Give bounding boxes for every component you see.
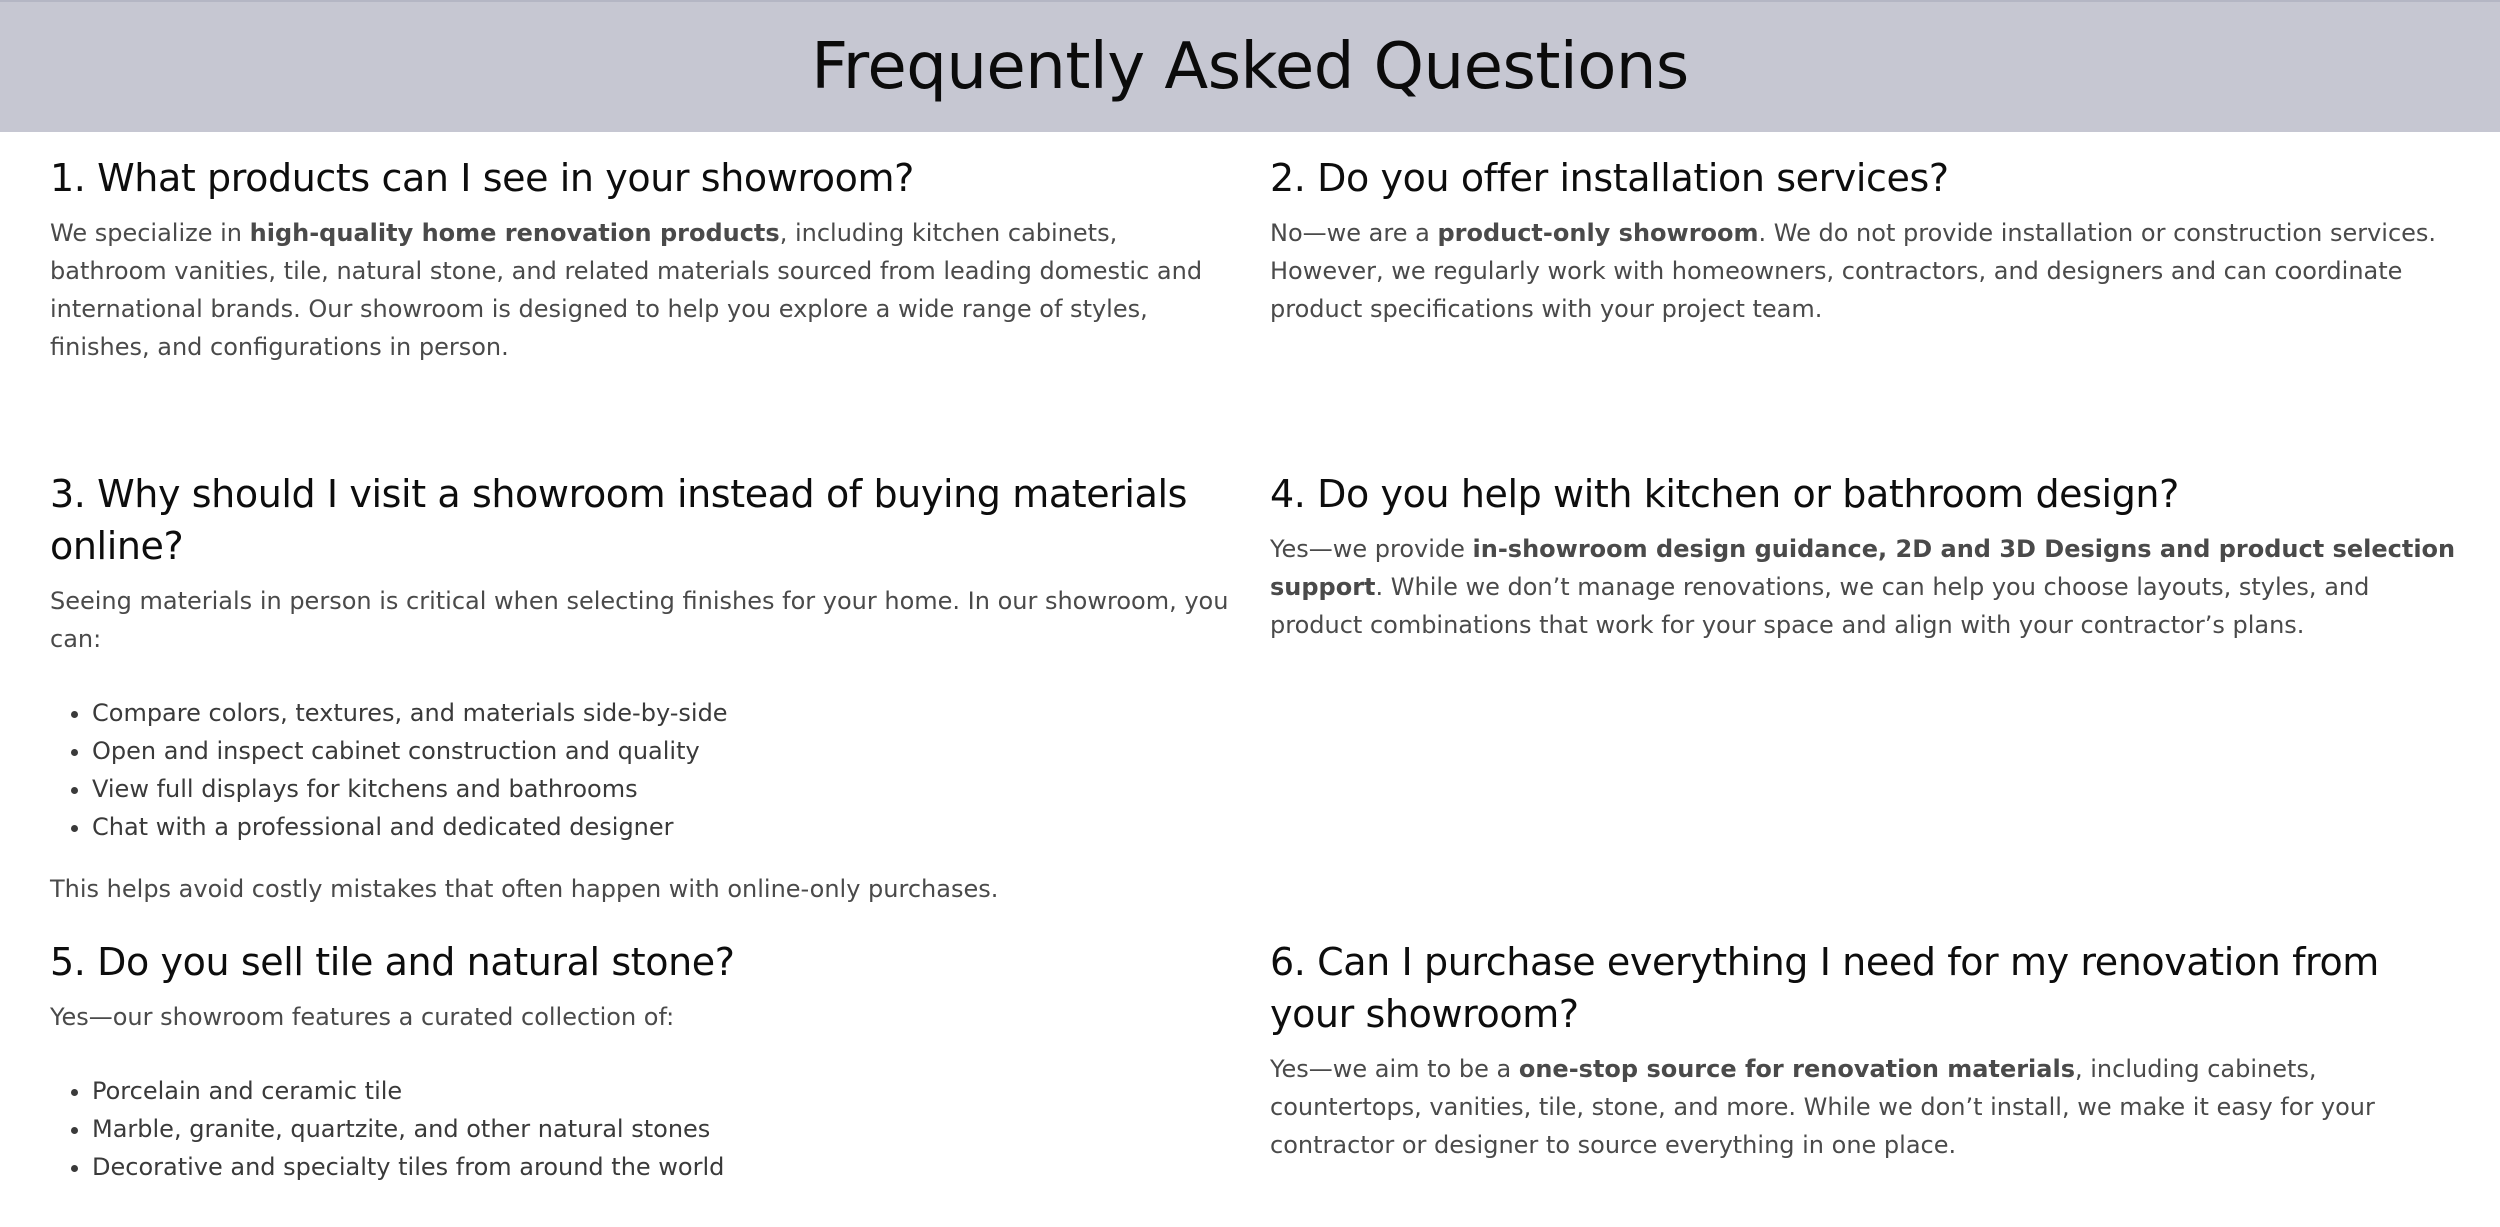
faq-list [50,1072,1240,1186]
faq-item-3 [50,468,1240,908]
faq-item-4 [1270,468,2460,644]
faq-question: 2. Do you offer installation services? [1270,156,1949,200]
faq-intro: Yes—our showroom features a curated collection of: [50,1003,675,1031]
answer-text: We specialize in [50,219,250,247]
faq-question: 5. Do you sell tile and natural stone? [50,940,735,984]
faq-intro: Seeing materials in person is critical when selecting finishes for your home. In our showroom, you can: [50,587,1229,653]
list-item: • Compare colors, textures, and materials side-by-side [92,694,1240,732]
faq-list [50,694,1240,846]
answer-text: , including kitchen cabinets, bathroom vanities, tile, natural stone, and related materials sourced from leading domestic and international brands. Our showroom is designed to help you explore a wide range of styles, finishes, and configurations in person. [50,219,1203,361]
answer-emphasis: product-only showroom [1437,219,1759,247]
faq-answer [50,214,1240,366]
faq-item-5 [50,936,1240,1210]
list-item: • Porcelain and ceramic tile [92,1072,1240,1110]
answer-text: . While we don’t manage renovations, we can help you choose layouts, styles, and product combinations that work for your space and align with your contractor’s plans. [1270,573,2370,639]
answer-text: , including cabinets, countertops, vanities, tile, stone, and more. While we don’t install, we make it easy for your contractor or designer to source everything in one place. [1270,1055,2375,1159]
answer-text: No—we are a [1270,219,1438,247]
faq-item-6 [1270,936,2460,1164]
faq-item-1 [50,152,1240,366]
answer-text: Yes—we provide [1270,535,1473,563]
faq-outro: This helps avoid costly mistakes that often happen with online-only purchases. [50,875,999,903]
list-item: • Marble, granite, quartzite, and other natural stones [92,1110,1240,1148]
faq-question: 3. Why should I visit a showroom instead of buying materials online? [50,472,1188,568]
faq-question: 1. What products can I see in your showroom? [50,156,914,200]
page-title: Frequently Asked Questions [811,30,1689,104]
faq-answer [1270,1050,2460,1164]
answer-emphasis: high-quality home renovation products [249,219,780,247]
list-item: • Open and inspect cabinet construction and quality [92,732,1240,770]
faq-answer [1270,214,2460,328]
answer-text: . We do not provide installation or construction services. However, we regularly work with homeowners, contractors, and designers and can coordinate product specifications with your project team. [1270,219,2437,323]
answer-text: Yes—we aim to be a [1270,1055,1519,1083]
list-item: • Chat with a professional and dedicated designer [92,808,1240,846]
list-item: • Decorative and specialty tiles from around the world [92,1148,1240,1186]
faq-question: 4. Do you help with kitchen or bathroom design? [1270,472,2179,516]
faq-answer [1270,530,2460,644]
answer-emphasis: in-showroom design guidance, 2D and 3D Designs and product selection support [1270,535,2456,601]
page-header [0,0,2500,132]
answer-emphasis: one-stop source for renovation materials [1518,1055,2075,1083]
list-item: • View full displays for kitchens and bathrooms [92,770,1240,808]
faq-item-2 [1270,152,2460,328]
faq-question: 6. Can I purchase everything I need for my renovation from your showroom? [1270,940,2379,1036]
